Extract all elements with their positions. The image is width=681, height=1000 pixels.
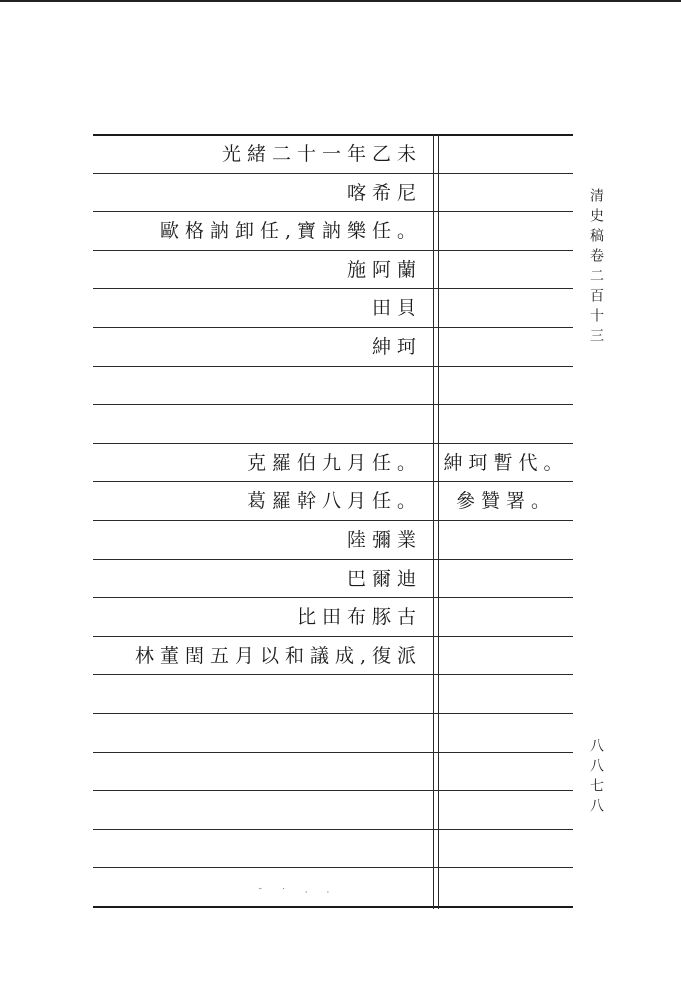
entry-main: 歐格訥卸任,寶訥樂任。: [159, 220, 422, 243]
entry-note: [439, 637, 573, 675]
entry-note: [439, 560, 573, 598]
entry-main: 葛羅幹八月任。: [246, 490, 422, 513]
entry-note: [439, 174, 573, 212]
entry-note: [439, 830, 573, 868]
entry-main: 陸彌業: [346, 529, 422, 551]
entry-note: [439, 521, 573, 559]
entry-main: 巴爾迪: [346, 567, 422, 590]
entry-main: 光緒二十一年乙未: [221, 143, 422, 165]
entry-main: [93, 791, 428, 829]
entry-note: [439, 753, 573, 791]
page-number: 八八七八: [588, 738, 604, 818]
entry-note: [439, 289, 573, 327]
minister-table: [93, 134, 573, 918]
entry-main: [93, 367, 428, 405]
entry-main: [93, 830, 428, 868]
entry-note: 紳珂暫代。: [443, 451, 569, 474]
entry-note: [439, 135, 573, 173]
running-header: 清史稿卷二百十三: [588, 188, 604, 348]
entry-note: [439, 675, 573, 713]
entry-main: 喀希尼: [346, 181, 422, 204]
entry-note: [439, 868, 573, 906]
page-top-border: [0, 0, 681, 2]
entry-note: [439, 405, 573, 443]
entry-note: [439, 328, 573, 366]
entry-main: [93, 405, 428, 443]
entry-main: 比田布豚古: [296, 606, 422, 629]
entry-note: [439, 714, 573, 752]
entry-main: 紳珂: [371, 336, 422, 358]
entry-note: [439, 212, 573, 250]
entry-note: [439, 598, 573, 636]
entry-main: 林董閏五月以和議成,復派: [134, 644, 422, 667]
entry-main: [93, 753, 428, 791]
entry-main: 克羅伯九月任。: [246, 451, 422, 474]
entry-note: [439, 367, 573, 405]
entry-note: [439, 251, 573, 289]
entry-note: [439, 791, 573, 829]
entry-main: 施阿蘭: [346, 258, 422, 281]
entry-main: [93, 675, 428, 713]
column-divider: [433, 134, 434, 909]
entry-note: 參贊署。: [455, 490, 556, 513]
entry-main: [93, 714, 428, 752]
print-speckles: ˘ ˙ · ·: [258, 888, 338, 898]
entry-main: 田貝: [371, 297, 422, 320]
